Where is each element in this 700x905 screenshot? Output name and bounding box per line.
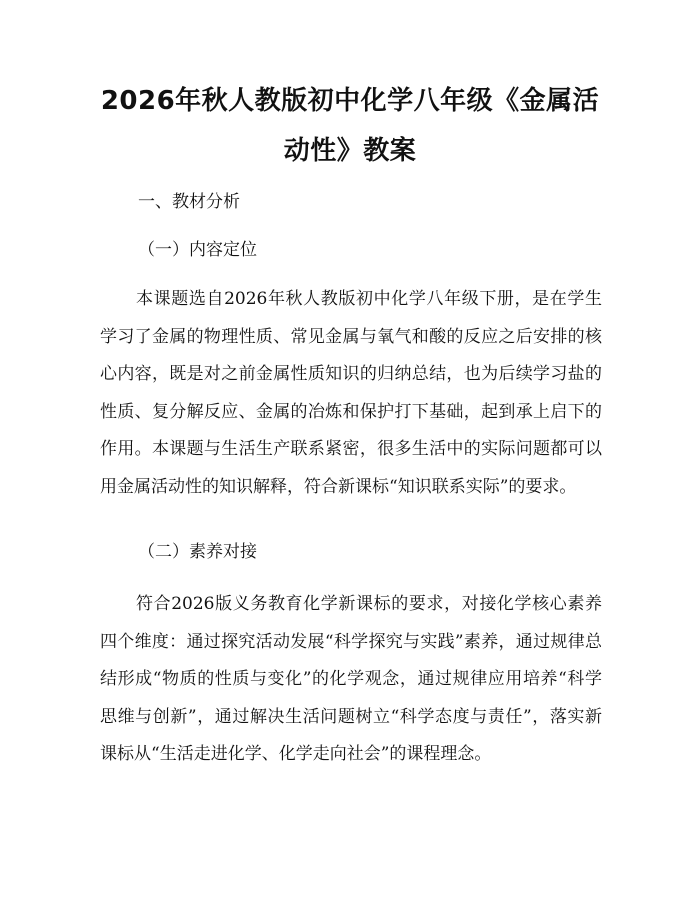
subsection-heading-content-positioning: （一）内容定位 [138,240,257,260]
paragraph-content-positioning: 本课题选自2026年秋人教版初中化学八年级下册，是在学生学习了金属的物理性质、常见金属与氧气和酸的反应之后安排的核心内容，既是对之前金属性质知识的归纳总结，也为后续学习盐的性质、复分解反应、金属的冶炼和保护打下基础，起到承上启下的作用。本课题与生活生产联系紧密，很多生活中的实际问题都可以用金属活动性的知识解释，符合新课标“知识联系实际”的要求。 [100,289,602,497]
paragraph-literacy-alignment: 符合2026版义务教育化学新课标的要求，对接化学核心素养四个维度：通过探究活动发展“科学探究与实践”素养，通过规律总结形成“物质的性质与变化”的化学观念，通过规律应用培养“科学思维与创新”，通过解决生活问题树立“科学态度与责任”，落实新课标从“生活走进化学、化学走向社会”的课程理念。 [100,594,602,764]
document-title: 2026年秋人教版初中化学八年级《金属活动性》教案 [100,86,600,166]
section-heading-textbook-analysis: 一、教材分析 [138,192,240,212]
subsection-heading-literacy-alignment: （二）素养对接 [138,542,257,562]
